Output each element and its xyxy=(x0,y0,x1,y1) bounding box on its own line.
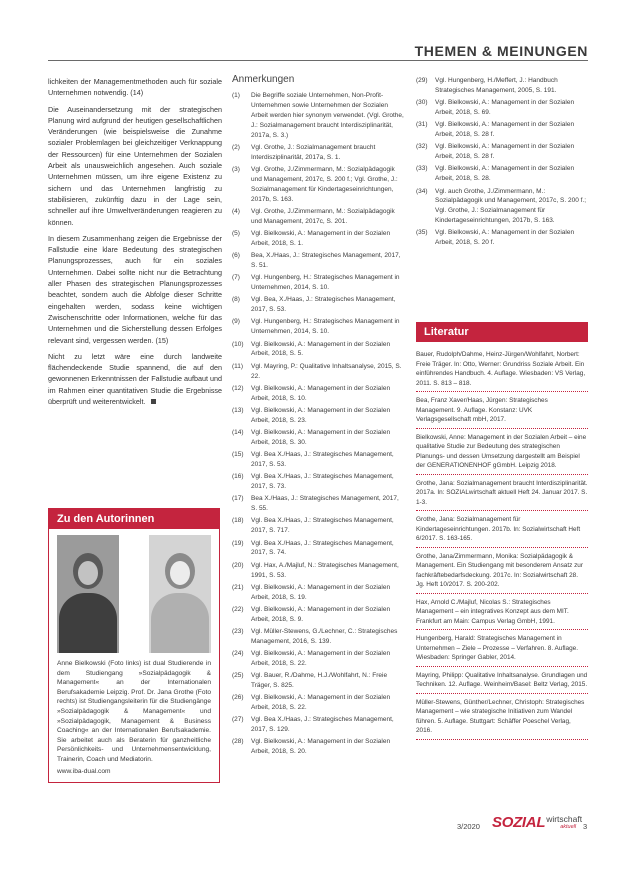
footnote-text: Vgl. Bielkowski, A.: Management in der Sozialen Arbeit, 2018, S. 1. xyxy=(251,229,391,247)
footnote-item xyxy=(232,207,406,227)
footnote-text: Vgl. Bea X./Haas, J.: Strategisches Management, 2017, S. 129. xyxy=(251,716,394,734)
header-rule xyxy=(48,60,588,61)
article-paragraph-4 xyxy=(48,351,222,407)
footnote-item xyxy=(232,605,406,625)
footnote-number: (21) xyxy=(232,583,244,591)
footnote-item xyxy=(232,428,406,448)
footnote-text: Vgl. Mayring, P.: Qualitative Inhaltsanalyse, 2015, S. 22. xyxy=(251,362,402,380)
end-mark-icon xyxy=(151,399,156,404)
author-bio-text: Anne Bielkowski (Foto links) ist dual Studierende in dem Studiengang »Sozialpädagogik & Management« an der Internationalen Berufsakademie Leipzig. Prof. Dr. Jana Grothe (Foto rechts) ist Studiengangsleiterin für die Studiengänge »Sozialpädagogik & Management« und »Sozialpädagogik, Management & Business Coaching« an der Internationalen Berufsakademie. Sie arbeitet auch als Beraterin für ganzheitliche Persönlichkeits- und Unternehmensentwicklung, Trainerin, Coach und Mediatorin. xyxy=(57,660,211,763)
footnote-text: Vgl. Hungenberg, H.: Strategisches Management in Unternehmen, 2014, S. 10. xyxy=(251,318,400,336)
footnote-item xyxy=(232,472,406,492)
footnote-number: (28) xyxy=(232,738,244,746)
article-paragraph-3: In diesem Zusammenhang zeigen die Ergebnisse der Fallstudie eine klare Bedeutung des strategischen Planungsprozesses, auch für ein soziales Unternehmen. Dabei sollte nicht nur die Betrachtung aller Phasen des strategischen Planungsprozesses beachtet, sondern auch die Abfolge dieser Schritte eingehalten werden, sodass keine wichtigen Zwischenschritte oder Informationen, welche für das Unternehmen und die Sicherstellung dessen Erfolges relevant sind, vergessen werden. (15) xyxy=(48,233,222,345)
footnote-text: Vgl. Hungenberg, H.: Strategisches Management in Unternehmen, 2014, S. 10. xyxy=(251,274,400,292)
footnote-item xyxy=(232,715,406,735)
literatur-entry: Mayring, Philipp: Qualitative Inhaltsanalyse. Grundlagen und Techniken. 12. Auflage. Weinheim/Basel: Beltz Verlag, 2015. xyxy=(416,671,588,694)
footnote-number: (10) xyxy=(232,340,244,348)
notes-column-continued xyxy=(416,76,588,251)
author-photos xyxy=(49,529,219,659)
footnote-item xyxy=(232,494,406,514)
footnote-text: Vgl. Bea X./Haas, J.: Strategisches Management, 2017, S. 74. xyxy=(251,539,394,557)
article-paragraph-4-text: Nicht zu letzt wäre eine durch landweite flächendeckende Studie spannend, die auf den gewonnenen Erkenntnissen der Fallstudie aufbaut und im Rahmen einer quantitativen Studie die Ergebnisse überprüft und weiterentwickelt. xyxy=(48,351,222,407)
authors-title: Zu den Autorinnen xyxy=(49,509,219,529)
photo-shoulders xyxy=(59,593,117,653)
literatur-box xyxy=(416,322,588,744)
footnote-text: Vgl. Bea X./Haas, J.: Strategisches Management, 2017, S. 73. xyxy=(251,473,394,491)
section-title: THEMEN & MEINUNGEN xyxy=(411,43,588,59)
author-photo-left xyxy=(57,535,119,653)
logo-wirtschaft: wirtschaft xyxy=(546,814,583,824)
footnote-number: (33) xyxy=(416,165,428,173)
footnote-number: (32) xyxy=(416,143,428,151)
footnote-item xyxy=(232,693,406,713)
footnote-text: Vgl. Bielkowski, A.: Management in der Sozialen Arbeit, 2018, S. 19. xyxy=(251,583,391,601)
footnote-text: Vgl. Grothe, J./Zimmermann, M.: Sozialpädagogik und Management, 2017c, S. 200 f.; Vgl. Grothe, J.: Sozialmanagement für Kindertageseinrichtungen, 2017b, S. 163. xyxy=(251,165,398,203)
footnote-text: Vgl. Bea X./Haas, J.: Strategisches Management, 2017, S. 53. xyxy=(251,451,394,468)
footnote-text: Vgl. Hax, A./Majluf, N.: Strategisches Management, 1991, S. 53. xyxy=(251,561,399,579)
logo-right xyxy=(546,815,582,831)
footnote-number: (9) xyxy=(232,318,240,326)
footnote-text: Vgl. Bielkowski, A.: Management in der Sozialen Arbeit, 2018, S. 69. xyxy=(435,99,575,117)
footnote-number: (6) xyxy=(232,252,240,260)
author-bio xyxy=(49,659,219,782)
logo-aktuell: aktuell xyxy=(560,824,577,830)
footnote-item xyxy=(232,273,406,293)
footnote-text: Die Begriffe soziale Unternehmen, Non-Profit-Unternehmen sowie Unternehmen der Sozialen Arbeit werden hier synonym verwendet. (Vgl. Grothe, J.: Sozialmanagement braucht Interdisziplinarität, 2017a, S. 3.) xyxy=(251,92,404,139)
footnote-text: Vgl. Bielkowski, A.: Management in der Sozialen Arbeit, 2018, S. 20 f. xyxy=(435,229,575,247)
literatur-entry: Bea, Franz Xaver/Haas, Jürgen: Strategisches Management. 9. Auflage. Konstanz: UVK Verlagsgesellschaft mbH, 2017. xyxy=(416,396,588,429)
footnote-number: (14) xyxy=(232,428,244,436)
footnote-number: (15) xyxy=(232,451,244,459)
footnote-text: Vgl. Bielkowski, A.: Management in der Sozialen Arbeit, 2018, S. 28 f. xyxy=(435,121,575,139)
footnote-item xyxy=(232,406,406,426)
footnote-number: (22) xyxy=(232,605,244,613)
footnote-number: (29) xyxy=(416,77,428,84)
footnote-number: (13) xyxy=(232,406,244,414)
literatur-entry: Bauer, Rudolph/Dahme, Heinz-Jürgen/Wohlfahrt, Norbert: Freie Träger. In: Otto, Werner: Grundriss Soziale Arbeit. Ein einführendes Handbuch. 4. Auflage. Wiesbaden: VS Verlag, 2011. S. 813 – 818. xyxy=(416,350,588,392)
article-paragraph-2: Die Auseinandersetzung mit der strategischen Planung wird aufgrund der heutigen gesellschaftlichen Veränderungen (wie beispielsweise die Zunahme sozialer Problemlagen bei gleichzeitiger Verknappung der Ressourcen) für eine Unternehmen der Sozialen Arbeit als unausweichlich angesehen. Auch soziale Unternehmen müssen, um ihre eigene Existenz zu sichern und das Unternehmen langfristig zu stabilisieren, zukünftig dazu in der Lage sein, schneller auf ihre Umweltveränderungen reagieren zu können. xyxy=(48,104,222,227)
footnote-number: (4) xyxy=(232,207,240,215)
article-paragraph-1: lichkeiten der Managementmethoden auch für soziale Unternehmen notwendig. (14) xyxy=(48,77,222,98)
footnote-text: Vgl. Bielkowski, A.: Management in der Sozialen Arbeit, 2018, S. 28 f. xyxy=(435,143,575,161)
footnote-item xyxy=(232,516,406,536)
footnote-item xyxy=(232,561,406,581)
footnote-item xyxy=(416,120,588,140)
authors-box xyxy=(48,508,220,783)
notes-heading: Anmerkungen xyxy=(232,74,295,85)
literatur-title: Literatur xyxy=(416,322,588,342)
footnote-number: (30) xyxy=(416,99,428,107)
page-number: 3 xyxy=(583,822,588,831)
footnote-item xyxy=(232,317,406,337)
footnote-number: (5) xyxy=(232,229,240,237)
footnote-item xyxy=(232,91,406,141)
footnote-item xyxy=(232,229,406,249)
footnote-item xyxy=(416,142,588,162)
footnote-item xyxy=(232,362,406,382)
photo-face xyxy=(170,561,190,585)
footnote-item xyxy=(416,76,588,96)
footnote-item xyxy=(232,737,406,757)
footnote-number: (12) xyxy=(232,384,244,392)
footnote-number: (19) xyxy=(232,539,244,547)
footnote-item xyxy=(232,539,406,559)
footnote-number: (31) xyxy=(416,121,428,129)
magazine-logo xyxy=(492,814,582,831)
issue-number: 3/2020 xyxy=(457,822,480,831)
footnote-number: (1) xyxy=(232,92,240,99)
footnote-item xyxy=(416,164,588,184)
article-column xyxy=(48,76,222,412)
footnote-text: Bea, X./Haas, J.: Strategisches Management, 2017, S. 51. xyxy=(251,252,401,269)
photo-face xyxy=(78,561,98,585)
footnote-text: Vgl. Bielkowski, A.: Management in der Sozialen Arbeit, 2018, S. 5. xyxy=(251,340,391,358)
footnote-item xyxy=(232,583,406,603)
footnote-number: (18) xyxy=(232,517,244,525)
footnote-text: Vgl. Bielkowski, A.: Management in der Sozialen Arbeit, 2018, S. 20. xyxy=(251,738,391,756)
footnote-item xyxy=(232,165,406,205)
footnote-number: (8) xyxy=(232,296,240,304)
footnote-number: (20) xyxy=(232,561,244,569)
footnote-item xyxy=(232,251,406,271)
footnote-number: (3) xyxy=(232,165,240,173)
footnote-text: Vgl. Hungenberg, H./Meffert, J.: Handbuch Strategisches Management, 2005, S. 191. xyxy=(435,77,558,94)
footnote-text: Vgl. Müller-Stewens, G./Lechner, C.: Strategisches Management, 2016, S. 139. xyxy=(251,627,398,645)
footnote-text: Vgl. Bauer, R./Dahme, H.J./Wohlfahrt, N.: Freie Träger, S. 825. xyxy=(251,672,388,690)
footnote-text: Vgl. Bielkowski, A.: Management in der Sozialen Arbeit, 2018, S. 22. xyxy=(251,694,391,712)
footnote-item xyxy=(232,295,406,315)
footnote-text: Vgl. Bielkowski, A.: Management in der Sozialen Arbeit, 2018, S. 30. xyxy=(251,428,391,446)
footnote-number: (7) xyxy=(232,274,240,282)
footnote-number: (11) xyxy=(232,362,244,370)
footnote-text: Vgl. Bielkowski, A.: Management in der Sozialen Arbeit, 2018, S. 22. xyxy=(251,650,391,667)
author-photo-right xyxy=(149,535,211,653)
footnote-item xyxy=(232,384,406,404)
footnote-text: Vgl. Grothe, J./Zimmermann, M.: Sozialpädagogik und Management, 2017c, S. 201. xyxy=(251,207,395,225)
photo-shoulders xyxy=(151,593,209,653)
footnote-item xyxy=(232,340,406,360)
notes-column xyxy=(232,76,406,760)
footnote-number: (2) xyxy=(232,143,240,151)
footnote-item xyxy=(232,627,406,647)
literatur-entry: Hax, Arnold C./Majluf, Nicolas S.: Strategisches Management – ein integratives Konzept aus dem MIT. Frankfurt am Main: Campus Verlag GmbH, 1991. xyxy=(416,598,588,631)
literatur-entry: Grothe, Jana/Zimmermann, Monika: Sozialpädagogik & Management. Ein Studiengang mit besonderem Ansatz zur fachkräftebedarfsdeckung. 2017c. In: Sozialwirtschaft 28. Jg. Heft 10/2017. S. 200-202. xyxy=(416,552,588,594)
footnote-item xyxy=(232,649,406,669)
footnote-number: (23) xyxy=(232,627,244,635)
literatur-list xyxy=(416,350,588,740)
footnote-text: Vgl. Bea X./Haas, J.: Strategisches Management, 2017, S. 717. xyxy=(251,517,394,535)
footnote-text: Vgl. Bea, X./Haas, J.: Strategisches Management, 2017, S. 53. xyxy=(251,296,396,314)
literatur-entry: Grothe, Jana: Sozialmanagement für Kindertageseinrichtungen. 2017b. In: Sozialwirtschaft Heft 6/2017. S. 163-165. xyxy=(416,515,588,548)
logo-sozial: SOZIAL xyxy=(492,814,546,831)
literatur-entry: Bielkowski, Anne: Management in der Sozialen Arbeit – eine qualitative Studie zur Bedeutung des strategischen Planungs- und dessen Umsetzung dargestellt am Beispiel der GENERATIONENHOF gGmbH. Leipzig 2018. xyxy=(416,433,588,475)
footnote-number: (26) xyxy=(232,694,244,702)
literatur-entry: Hungenberg, Harald: Strategisches Management in Unternehmen – Ziele – Prozesse – Verfahren. 8. Auflage. Wiesbaden: Springer Gabler, 2014. xyxy=(416,634,588,667)
footnote-text: Vgl. Bielkowski, A.: Management in der Sozialen Arbeit, 2018, S. 9. xyxy=(251,605,391,623)
footnote-text: Vgl. Bielkowski, A.: Management in der Sozialen Arbeit, 2018, S. 10. xyxy=(251,384,391,402)
footnote-number: (24) xyxy=(232,650,244,658)
footnote-number: (16) xyxy=(232,473,244,481)
footnote-item xyxy=(232,450,406,470)
literatur-entry: Grothe, Jana: Sozialmanagement braucht Interdisziplinarität. 2017a. In: SOZIALwirtschaft aktuell Heft 24. Januar 2017. S. 1-3. xyxy=(416,479,588,512)
footnote-item xyxy=(416,228,588,248)
footnote-number: (25) xyxy=(232,672,244,680)
footnote-text: Vgl. Bielkowski, A.: Management in der Sozialen Arbeit, 2018, S. 28. xyxy=(435,165,575,183)
footnote-number: (35) xyxy=(416,229,428,237)
footnote-item xyxy=(232,143,406,163)
footnote-text: Vgl. Grothe, J.: Sozialmanagement braucht Interdisziplinarität, 2017a, S. 1. xyxy=(251,143,376,161)
footnote-number: (27) xyxy=(232,716,244,724)
notes-list-continued xyxy=(416,76,588,248)
footnote-item xyxy=(232,671,406,691)
footnote-item xyxy=(416,98,588,118)
author-website-link[interactable]: www.iba-dual.com xyxy=(57,767,111,775)
footnote-text: Bea X./Haas, J.: Strategisches Management, 2017, S. 55. xyxy=(251,495,399,513)
footnote-item xyxy=(416,187,588,227)
footnote-text: Vgl. auch Grothe, J./Zimmermann, M.: Sozialpädagogik und Management, 2017c, S. 200 f.; Vgl. Grothe, J.: Sozialmanagement für Kindertageseinrichtungen, 2017b, S. 163. xyxy=(435,187,587,225)
footnote-number: (17) xyxy=(232,495,244,503)
footnote-text: Vgl. Bielkowski, A.: Management in der Sozialen Arbeit, 2018, S. 23. xyxy=(251,406,391,424)
footnote-number: (34) xyxy=(416,187,428,195)
notes-list xyxy=(232,91,406,757)
literatur-entry: Müller-Stewens, Günther/Lechner, Christoph: Strategisches Management – wie strategische Initiativen zum Wandel führen. 5. Auflage. Stuttgart: Schäffer Poeschel Verlag, 2016. xyxy=(416,698,588,740)
